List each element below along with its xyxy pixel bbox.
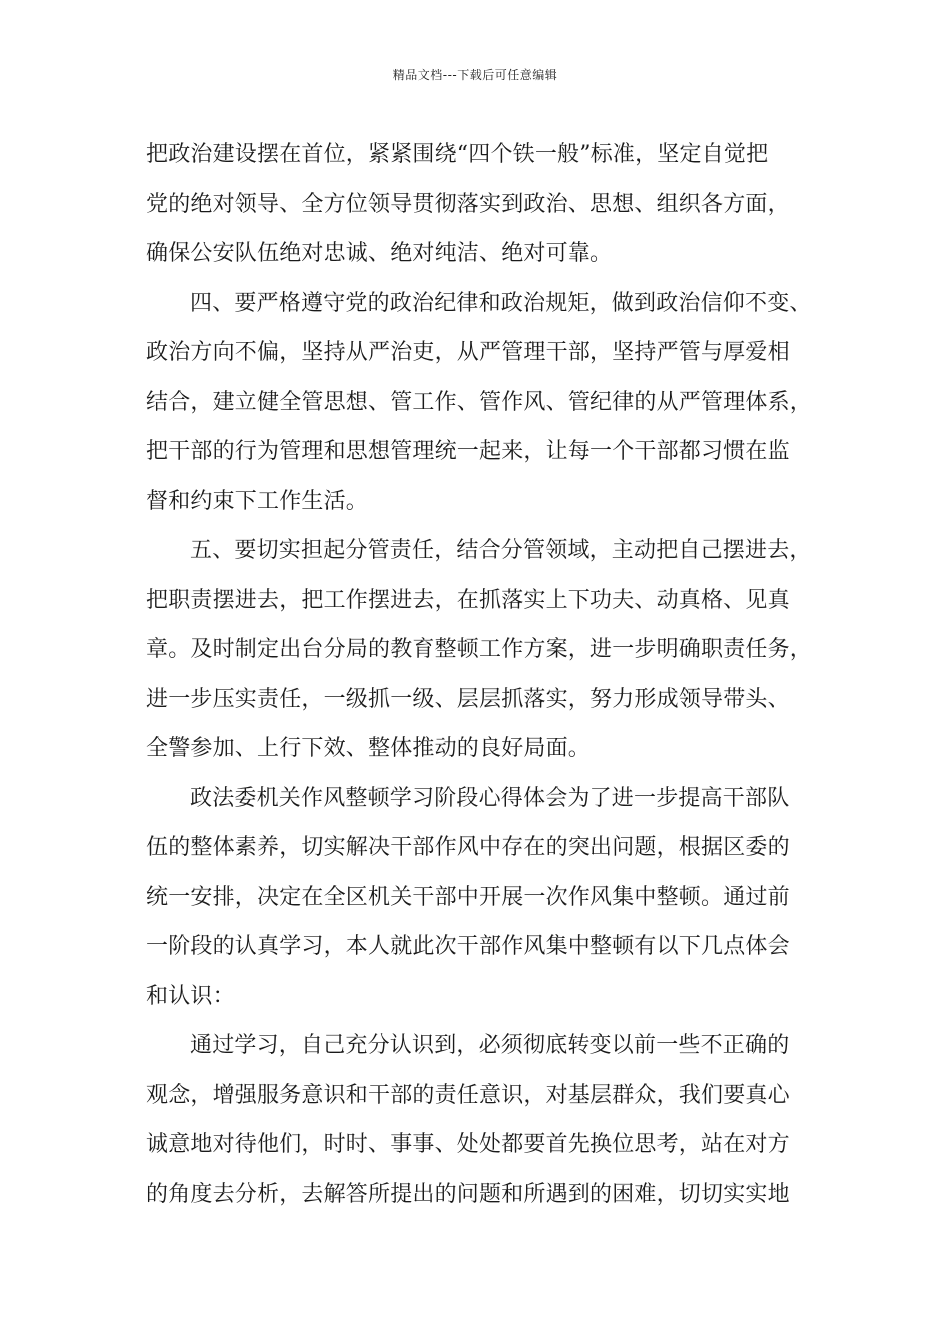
text-line: 把干部的行为管理和思想管理统一起来，让每一个干部都习惯在监: [146, 439, 790, 464]
paragraph-1: [146, 130, 816, 279]
text-line: 章。及时制定出台分局的教育整顿工作方案，进一步明确职责任务，: [146, 637, 813, 662]
text-line: 通过学习，自己充分认识到，必须彻底转变以前一些不正确的: [190, 1033, 790, 1058]
text-line: 伍的整体素养，切实解决干部作风中存在的突出问题，根据区委的: [146, 835, 790, 860]
text-line: 的角度去分析，去解答所提出的问题和所遇到的困难，切切实实地: [146, 1181, 790, 1207]
paragraph-4: [146, 774, 816, 1022]
text-line: 诚意地对待他们，时时、事事、处处都要首先换位思考，站在对方: [146, 1132, 790, 1157]
text-line: 统一安排，决定在全区机关干部中开展一次作风集中整顿。通过前: [146, 884, 790, 910]
text-line: 四、要严格遵守党的政治纪律和政治规矩，做到政治信仰不变、: [190, 290, 812, 316]
text-line: 全警参加、上行下效、整体推动的良好局面。: [146, 736, 591, 761]
text-line: 观念，增强服务意识和干部的责任意识，对基层群众，我们要真心: [146, 1082, 790, 1108]
text-line: 一阶段的认真学习，本人就此次干部作风集中整顿有以下几点体会: [146, 934, 790, 959]
text-line: 进一步压实责任，一级抓一级、层层抓落实，努力形成领导带头、: [146, 686, 790, 712]
text-line: 确保公安队伍绝对忠诚、绝对纯洁、绝对可靠。: [146, 241, 613, 266]
text-line: 和认识：: [146, 983, 235, 1009]
text-line: 政治方向不偏，坚持从严治吏，从严管理干部，坚持严管与厚爱相: [146, 340, 790, 365]
document-body: [146, 130, 816, 1219]
text-line: 结合，建立健全管思想、管工作、管作风、管纪律的从严管理体系，: [146, 389, 813, 415]
paragraph-3: [146, 526, 816, 774]
page-header: 精品文档---下载后可任意编辑: [392, 68, 558, 82]
paragraph-5: [146, 1021, 816, 1219]
paragraph-2: [146, 279, 816, 527]
text-line: 五、要切实担起分管责任，结合分管领域，主动把自己摆进去，: [190, 538, 812, 563]
text-line: 把职责摆进去，把工作摆进去，在抓落实上下功夫、动真格、见真: [146, 587, 790, 613]
text-line: 政法委机关作风整顿学习阶段心得体会为了进一步提高干部队: [190, 785, 790, 811]
text-line: 把政治建设摆在首位，紧紧围绕“四个铁一般”标准，坚定自觉把: [146, 142, 769, 167]
text-line: 督和约束下工作生活。: [146, 488, 369, 514]
text-line: 党的绝对领导、全方位领导贯彻落实到政治、思想、组织各方面，: [146, 191, 790, 217]
